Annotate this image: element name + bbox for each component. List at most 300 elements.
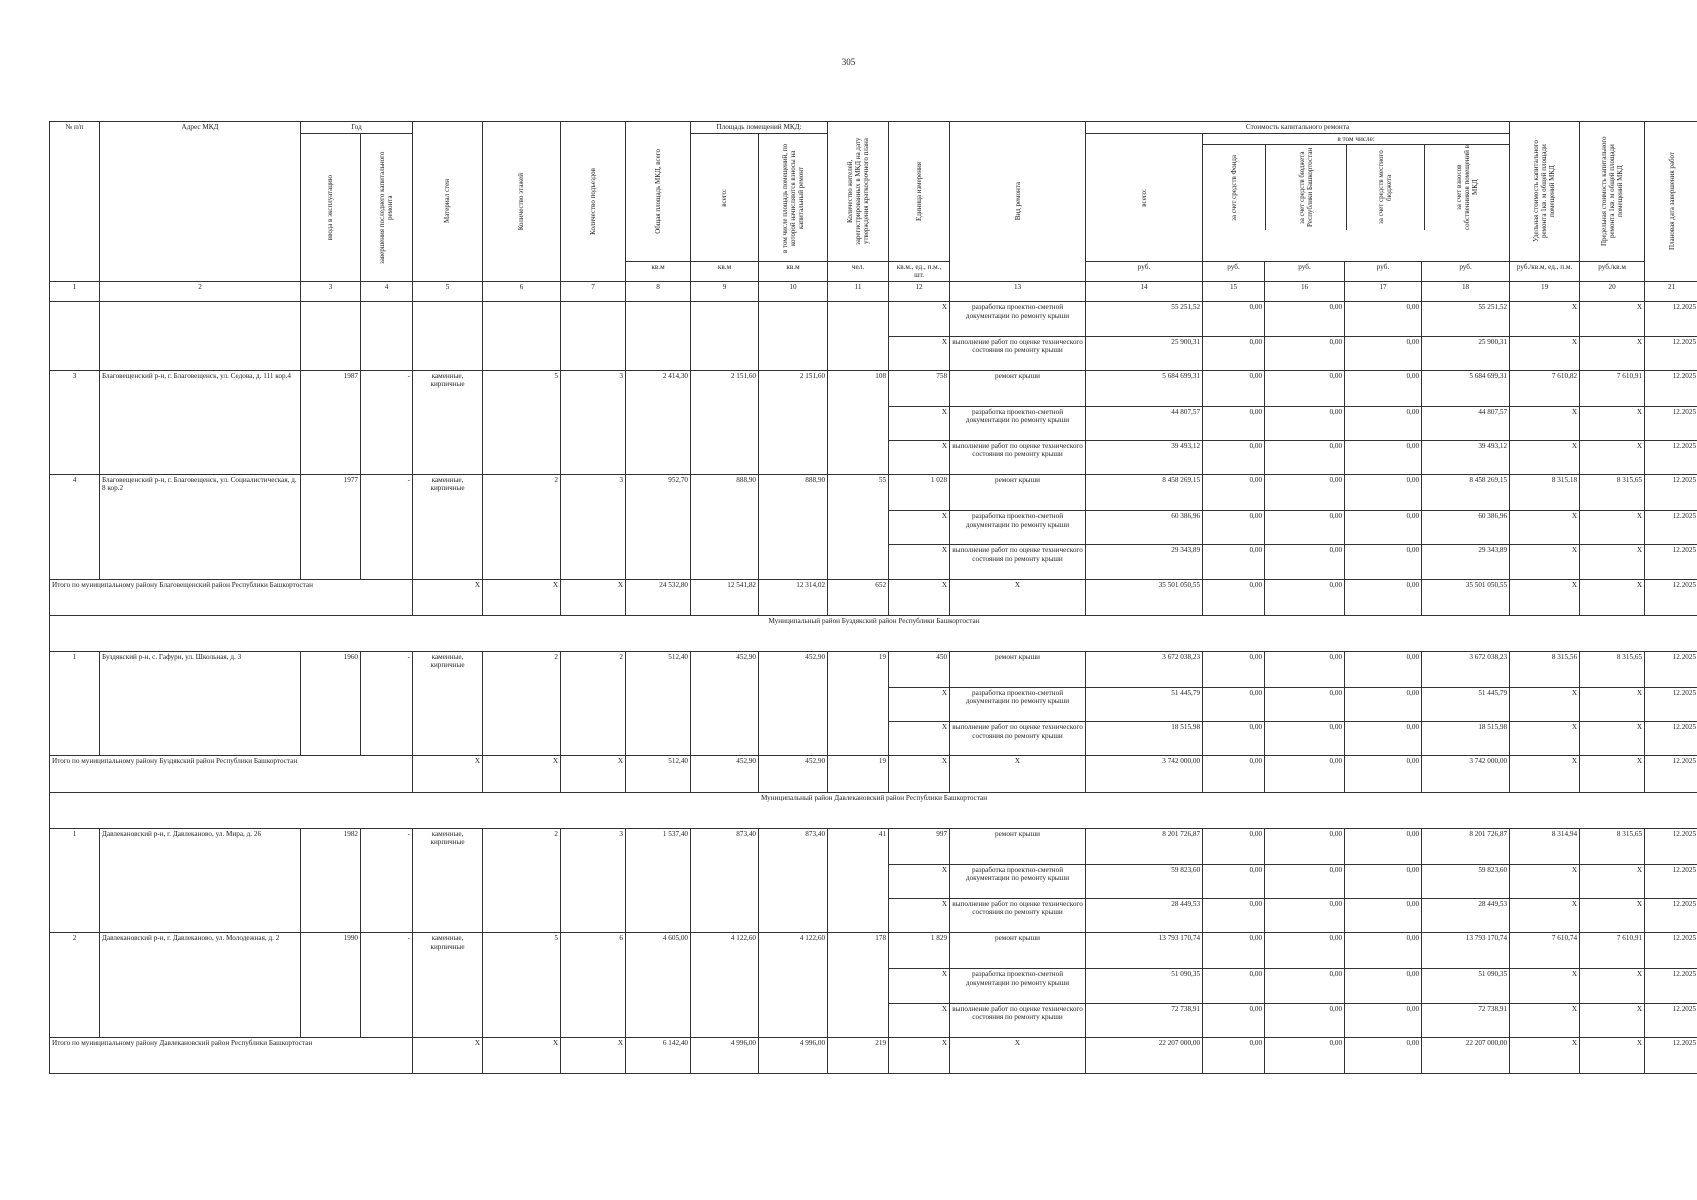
cost-fund: 0,00	[1203, 688, 1265, 722]
cost-owners: 8 201 726,87	[1422, 828, 1510, 864]
cost-date: 12.2025	[1645, 688, 1697, 722]
total-local: 0,00	[1345, 579, 1422, 615]
work-unit: X	[889, 688, 950, 722]
cost-uc: X	[1510, 511, 1580, 545]
column-number: 15	[1203, 281, 1265, 302]
total-date: 12.2025	[1645, 579, 1697, 615]
cost-region: 0,00	[1265, 969, 1345, 1003]
total-res: 19	[828, 756, 889, 792]
house-res: 41	[828, 828, 889, 932]
cost-lc: 8 315,65	[1580, 475, 1645, 511]
empty-cell	[626, 302, 691, 370]
cost-total: 51 445,79	[1086, 688, 1203, 722]
cost-region: 0,00	[1265, 441, 1345, 475]
cost-total: 13 793 170,74	[1086, 933, 1203, 969]
cost-region: 0,00	[1265, 545, 1345, 579]
table-row	[50, 475, 1697, 511]
total-fl: X	[483, 1037, 561, 1073]
cost-uc: X	[1510, 688, 1580, 722]
header-planned-date: Плановая дата завершения работ	[1667, 152, 1676, 251]
cost-date: 12.2025	[1645, 302, 1697, 336]
house-unit: 1 829	[889, 933, 950, 969]
header-premises-contrib: в том числе площадь помещений, по которой начисляются взносы на капитальный ремонт	[780, 142, 806, 253]
header-wall-material: Материал стен	[443, 179, 452, 224]
house-n: 3	[50, 370, 100, 474]
cost-fund: 0,00	[1203, 475, 1265, 511]
total-area: 24 532,80	[626, 579, 691, 615]
cost-fund: 0,00	[1203, 545, 1265, 579]
cost-lc: 8 315,65	[1580, 651, 1645, 687]
unit-premises-total: кв.м	[691, 261, 759, 281]
total-region: 0,00	[1265, 579, 1345, 615]
header-cost-owners: за счет взносов собственников помещений в МКД	[1454, 145, 1480, 231]
cost-local: 0,00	[1345, 688, 1422, 722]
table-row	[50, 370, 1697, 406]
house-res: 55	[828, 475, 889, 579]
header-num: № п/п	[50, 122, 100, 282]
column-number: 18	[1422, 281, 1510, 302]
cost-local: 0,00	[1345, 545, 1422, 579]
cost-date: 12.2025	[1645, 933, 1697, 969]
cost-fund: 0,00	[1203, 651, 1265, 687]
cost-total: 60 386,96	[1086, 511, 1203, 545]
header-residents: Количество жителей, зарегистрированных в МКД на дату утверждения краткосрочного плана	[845, 137, 871, 245]
unit-limit-cost: руб./кв.м	[1580, 261, 1645, 281]
total-owners: 3 742 000,00	[1422, 756, 1510, 792]
total-lc: X	[1580, 756, 1645, 792]
work-unit: X	[889, 302, 950, 336]
house-addr: Давлекановский р-н, г. Давлеканово, ул. Мира, д. 26	[100, 828, 301, 932]
cost-total: 51 090,35	[1086, 969, 1203, 1003]
total-label: Итого по муниципальному району Давлекановский район Республики Башкортостан	[50, 1037, 413, 1073]
house-mat: каменные, кирпичные	[413, 828, 483, 932]
total-owners: 35 501 050,55	[1422, 579, 1510, 615]
house-area: 512,40	[626, 651, 691, 755]
total-unit: X	[889, 756, 950, 792]
table-body	[50, 122, 1697, 1074]
house-unit: 997	[889, 828, 950, 864]
house-y1: 1960	[301, 651, 361, 755]
cost-owners: 55 251,52	[1422, 302, 1510, 336]
unit-total-area: кв.м	[626, 261, 691, 281]
cost-uc: X	[1510, 441, 1580, 475]
cost-owners: 8 458 269,15	[1422, 475, 1510, 511]
house-area: 4 605,00	[626, 933, 691, 1037]
work-unit: X	[889, 441, 950, 475]
house-n: 2	[50, 933, 100, 1037]
cost-owners: 13 793 170,74	[1422, 933, 1510, 969]
cost-date: 12.2025	[1645, 475, 1697, 511]
cost-region: 0,00	[1265, 336, 1345, 370]
work-type: разработка проектно-сметной документации по ремонту крыши	[950, 969, 1086, 1003]
header-unit: Единица измерения	[915, 161, 923, 221]
house-res: 108	[828, 370, 889, 474]
house-y2: -	[361, 933, 413, 1037]
house-area: 1 537,40	[626, 828, 691, 932]
work-type: выполнение работ по оценке технического состояния по ремонту крыши	[950, 722, 1086, 756]
column-number: 13	[950, 281, 1086, 302]
cost-uc: X	[1510, 406, 1580, 440]
total-uc: X	[1510, 756, 1580, 792]
total-row	[50, 756, 1697, 792]
cost-region: 0,00	[1265, 688, 1345, 722]
total-work: X	[950, 1037, 1086, 1073]
column-number: 17	[1345, 281, 1422, 302]
work-type: выполнение работ по оценке технического состояния по ремонту крыши	[950, 441, 1086, 475]
work-type: выполнение работ по оценке технического состояния по ремонту крыши	[950, 545, 1086, 579]
house-y2: -	[361, 370, 413, 474]
capital-repair-table	[49, 121, 1697, 1074]
cost-region: 0,00	[1265, 899, 1345, 933]
cost-lc: X	[1580, 511, 1645, 545]
house-ent: 3	[561, 828, 626, 932]
page-number: 305	[841, 57, 856, 67]
house-fl: 5	[483, 933, 561, 1037]
house-res: 178	[828, 933, 889, 1037]
house-y1: 1977	[301, 475, 361, 579]
cost-local: 0,00	[1345, 1003, 1422, 1037]
total-lc: X	[1580, 579, 1645, 615]
total-ent: X	[561, 1037, 626, 1073]
work-unit: X	[889, 722, 950, 756]
cost-total: 5 684 699,31	[1086, 370, 1203, 406]
house-mat: каменные, кирпичные	[413, 370, 483, 474]
cost-fund: 0,00	[1203, 828, 1265, 864]
total-pt: 12 541,82	[691, 579, 759, 615]
cost-local: 0,00	[1345, 336, 1422, 370]
total-unit: X	[889, 1037, 950, 1073]
column-number: 7	[561, 281, 626, 302]
section-row	[50, 792, 1697, 828]
total-unit: X	[889, 579, 950, 615]
total-pt: 452,90	[691, 756, 759, 792]
cost-total: 25 900,31	[1086, 336, 1203, 370]
cost-lc: X	[1580, 336, 1645, 370]
cost-fund: 0,00	[1203, 302, 1265, 336]
cost-uc: 8 315,18	[1510, 475, 1580, 511]
cost-owners: 44 807,57	[1422, 406, 1510, 440]
header-year-last-repair: завершения последнего капитального ремонта	[378, 151, 395, 264]
cost-owners: 18 515,98	[1422, 722, 1510, 756]
column-number: 19	[1510, 281, 1580, 302]
cost-lc: 8 315,65	[1580, 828, 1645, 864]
house-ent: 6	[561, 933, 626, 1037]
house-unit: 1 028	[889, 475, 950, 511]
table-row	[50, 933, 1697, 969]
cost-local: 0,00	[1345, 828, 1422, 864]
cost-fund: 0,00	[1203, 511, 1265, 545]
column-number: 11	[828, 281, 889, 302]
cost-fund: 0,00	[1203, 370, 1265, 406]
empty-cell	[413, 302, 483, 370]
cost-total: 39 493,12	[1086, 441, 1203, 475]
work-type: выполнение работ по оценке технического состояния по ремонту крыши	[950, 336, 1086, 370]
cost-owners: 29 343,89	[1422, 545, 1510, 579]
house-y2: -	[361, 828, 413, 932]
cost-owners: 51 445,79	[1422, 688, 1510, 722]
house-pc: 888,90	[759, 475, 828, 579]
empty-cell	[301, 302, 361, 370]
column-number: 5	[413, 281, 483, 302]
header-limit-cost: Предельная стоимость капитального ремонта 1кв. м общей площади помещений МКД	[1599, 136, 1625, 247]
total-res: 652	[828, 579, 889, 615]
house-ent: 3	[561, 370, 626, 474]
house-y1: 1987	[301, 370, 361, 474]
unit-cost-region: руб.	[1265, 261, 1345, 281]
house-pc: 2 151,60	[759, 370, 828, 474]
cost-fund: 0,00	[1203, 441, 1265, 475]
header-premises-group: Площадь помещений МКД:	[691, 122, 828, 134]
cost-total: 3 672 038,23	[1086, 651, 1203, 687]
total-pc: 452,90	[759, 756, 828, 792]
cost-local: 0,00	[1345, 722, 1422, 756]
total-area: 512,40	[626, 756, 691, 792]
total-date: 12.2025	[1645, 756, 1697, 792]
header-floors: Количество этажей	[517, 172, 526, 231]
header-address: Адрес МКД	[100, 122, 301, 282]
cost-date: 12.2025	[1645, 899, 1697, 933]
cost-uc: 8 315,56	[1510, 651, 1580, 687]
cost-lc: X	[1580, 969, 1645, 1003]
total-owners: 22 207 000,00	[1422, 1037, 1510, 1073]
work-type: ремонт крыши	[950, 475, 1086, 511]
cost-lc: X	[1580, 545, 1645, 579]
cost-lc: 7 610,91	[1580, 933, 1645, 969]
unit-premises-contrib: кв.м	[759, 261, 828, 281]
total-pc: 4 996,00	[759, 1037, 828, 1073]
total-label: Итого по муниципальному району Благовещенский район Республики Башкортостан	[50, 579, 413, 615]
section-row	[50, 615, 1697, 651]
total-work: X	[950, 579, 1086, 615]
table-row	[50, 828, 1697, 864]
column-number: 8	[626, 281, 691, 302]
total-local: 0,00	[1345, 1037, 1422, 1073]
empty-cell	[50, 302, 100, 370]
empty-cell	[759, 302, 828, 370]
cost-lc: X	[1580, 406, 1645, 440]
house-fl: 2	[483, 475, 561, 579]
house-ent: 2	[561, 651, 626, 755]
cost-lc: X	[1580, 688, 1645, 722]
cost-total: 8 458 269,15	[1086, 475, 1203, 511]
work-type: ремонт крыши	[950, 651, 1086, 687]
total-region: 0,00	[1265, 756, 1345, 792]
cost-lc: X	[1580, 1003, 1645, 1037]
work-type: разработка проектно-сметной документации по ремонту крыши	[950, 406, 1086, 440]
house-pc: 452,90	[759, 651, 828, 755]
total-fl: X	[483, 579, 561, 615]
total-res: 219	[828, 1037, 889, 1073]
header-cost-total: всего:	[1140, 188, 1148, 207]
cost-region: 0,00	[1265, 511, 1345, 545]
house-n: 1	[50, 651, 100, 755]
column-number: 1	[50, 281, 100, 302]
cost-date: 12.2025	[1645, 511, 1697, 545]
cost-uc: X	[1510, 969, 1580, 1003]
work-unit: X	[889, 899, 950, 933]
cost-total: 18 515,98	[1086, 722, 1203, 756]
house-y2: -	[361, 475, 413, 579]
cost-local: 0,00	[1345, 651, 1422, 687]
house-pt: 4 122,60	[691, 933, 759, 1037]
cost-region: 0,00	[1265, 302, 1345, 336]
cost-date: 12.2025	[1645, 864, 1697, 898]
work-type: выполнение работ по оценке технического состояния по ремонту крыши	[950, 1003, 1086, 1037]
house-addr: Благовещенский р-н, г. Благовещенск, ул. Седова, д. 111 кор.4	[100, 370, 301, 474]
cost-uc: X	[1510, 899, 1580, 933]
cost-fund: 0,00	[1203, 899, 1265, 933]
cost-local: 0,00	[1345, 933, 1422, 969]
cost-region: 0,00	[1265, 475, 1345, 511]
table-row	[50, 302, 1697, 336]
cost-fund: 0,00	[1203, 406, 1265, 440]
unit-cost-local: руб.	[1345, 261, 1422, 281]
total-row	[50, 1037, 1697, 1073]
header-premises-total: всего:	[720, 188, 729, 207]
cost-total: 72 738,91	[1086, 1003, 1203, 1037]
total-ent: X	[561, 756, 626, 792]
empty-cell	[100, 302, 301, 370]
table-row	[50, 651, 1697, 687]
column-number: 14	[1086, 281, 1203, 302]
house-fl: 5	[483, 370, 561, 474]
cost-owners: 72 738,91	[1422, 1003, 1510, 1037]
cost-local: 0,00	[1345, 475, 1422, 511]
cost-region: 0,00	[1265, 1003, 1345, 1037]
total-work: X	[950, 756, 1086, 792]
house-addr: Благовещенский р-н, г. Благовещенск, ул. Социалистическая, д. 8 кор.2	[100, 475, 301, 579]
cost-region: 0,00	[1265, 864, 1345, 898]
header-cost-fund: за счет средств Фонда	[1230, 154, 1238, 221]
header-entrances: Количество подъездов	[588, 167, 597, 235]
total-local: 0,00	[1345, 756, 1422, 792]
cost-total: 44 807,57	[1086, 406, 1203, 440]
house-pt: 2 151,60	[691, 370, 759, 474]
total-mat: X	[413, 579, 483, 615]
cost-local: 0,00	[1345, 406, 1422, 440]
work-type: разработка проектно-сметной документации по ремонту крыши	[950, 302, 1086, 336]
cost-uc: X	[1510, 722, 1580, 756]
total-fund: 0,00	[1203, 1037, 1265, 1073]
house-fl: 2	[483, 828, 561, 932]
cost-date: 12.2025	[1645, 441, 1697, 475]
cost-fund: 0,00	[1203, 933, 1265, 969]
total-date: 12.2025	[1645, 1037, 1697, 1073]
column-number: 16	[1265, 281, 1345, 302]
cost-uc: X	[1510, 302, 1580, 336]
total-row	[50, 579, 1697, 615]
cost-region: 0,00	[1265, 722, 1345, 756]
cost-lc: X	[1580, 864, 1645, 898]
column-number: 2	[100, 281, 301, 302]
cost-date: 12.2025	[1645, 336, 1697, 370]
column-number: 12	[889, 281, 950, 302]
house-unit: 450	[889, 651, 950, 687]
cost-date: 12.2025	[1645, 828, 1697, 864]
unit-cost-owners: руб.	[1422, 261, 1510, 281]
total-mat: X	[413, 1037, 483, 1073]
cost-lc: X	[1580, 302, 1645, 336]
cost-total: 59 823,60	[1086, 864, 1203, 898]
cost-uc: 7 610,82	[1510, 370, 1580, 406]
house-pc: 4 122,60	[759, 933, 828, 1037]
cost-owners: 25 900,31	[1422, 336, 1510, 370]
column-number: 10	[759, 281, 828, 302]
house-y1: 1982	[301, 828, 361, 932]
work-type: ремонт крыши	[950, 370, 1086, 406]
empty-cell	[561, 302, 626, 370]
cost-lc: X	[1580, 722, 1645, 756]
house-fl: 2	[483, 651, 561, 755]
total-ent: X	[561, 579, 626, 615]
unit-measure: кв.м., ед., п.м., шт.	[889, 261, 950, 281]
cost-date: 12.2025	[1645, 969, 1697, 1003]
cost-local: 0,00	[1345, 969, 1422, 1003]
total-pc: 12 314,02	[759, 579, 828, 615]
house-mat: каменные, кирпичные	[413, 651, 483, 755]
house-mat: каменные, кирпичные	[413, 933, 483, 1037]
total-region: 0,00	[1265, 1037, 1345, 1073]
cost-date: 12.2025	[1645, 406, 1697, 440]
cost-fund: 0,00	[1203, 1003, 1265, 1037]
house-y2: -	[361, 651, 413, 755]
header-cost-region: за счет средств бюджета Республики Башкортостан	[1297, 148, 1315, 228]
column-number: 9	[691, 281, 759, 302]
cost-owners: 5 684 699,31	[1422, 370, 1510, 406]
section-title: Муниципальный район Буздякский район Республики Башкортостан	[50, 615, 1697, 651]
cost-date: 12.2025	[1645, 651, 1697, 687]
total-uc: X	[1510, 1037, 1580, 1073]
work-unit: X	[889, 336, 950, 370]
total-total: 22 207 000,00	[1086, 1037, 1203, 1073]
header-cost-group: Стоимость капитального ремонта	[1086, 122, 1510, 134]
unit-cost-total: руб.	[1086, 261, 1203, 281]
cost-date: 12.2025	[1645, 370, 1697, 406]
empty-cell	[828, 302, 889, 370]
house-n: 1	[50, 828, 100, 932]
total-fl: X	[483, 756, 561, 792]
total-lc: X	[1580, 1037, 1645, 1073]
cost-uc: X	[1510, 545, 1580, 579]
house-mat: каменные, кирпичные	[413, 475, 483, 579]
cost-local: 0,00	[1345, 899, 1422, 933]
header-total-area: Общая площадь МКД, всего	[653, 148, 662, 234]
cost-uc: X	[1510, 1003, 1580, 1037]
work-unit: X	[889, 969, 950, 1003]
cost-uc: X	[1510, 336, 1580, 370]
cost-fund: 0,00	[1203, 969, 1265, 1003]
cost-owners: 59 823,60	[1422, 864, 1510, 898]
cost-owners: 60 386,96	[1422, 511, 1510, 545]
column-number: 6	[483, 281, 561, 302]
work-type: ремонт крыши	[950, 933, 1086, 969]
cost-fund: 0,00	[1203, 336, 1265, 370]
house-y1: 1990	[301, 933, 361, 1037]
cost-owners: 51 090,35	[1422, 969, 1510, 1003]
cost-region: 0,00	[1265, 651, 1345, 687]
work-unit: X	[889, 545, 950, 579]
cost-owners: 28 449,53	[1422, 899, 1510, 933]
cost-lc: 7 610,91	[1580, 370, 1645, 406]
header-unit-cost: Удельная стоимость капитального ремонта 1кв. м общей площади помещений МКД	[1532, 140, 1557, 243]
column-number: 20	[1580, 281, 1645, 302]
empty-cell	[691, 302, 759, 370]
cost-uc: 8 314,94	[1510, 828, 1580, 864]
cost-local: 0,00	[1345, 441, 1422, 475]
cost-date: 12.2025	[1645, 545, 1697, 579]
cost-region: 0,00	[1265, 370, 1345, 406]
cost-local: 0,00	[1345, 511, 1422, 545]
